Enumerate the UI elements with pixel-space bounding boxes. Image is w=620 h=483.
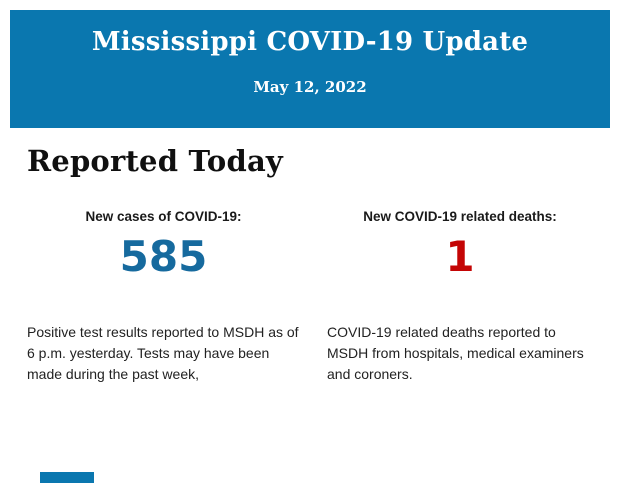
cases-column bbox=[27, 209, 300, 385]
next-section-partial-banner bbox=[40, 472, 94, 483]
deaths-description: COVID-19 related deaths reported to MSDH from hospitals, medical examiners and coroners. bbox=[327, 324, 584, 382]
deaths-label: New COVID-19 related deaths: bbox=[363, 209, 557, 224]
cases-label: New cases of COVID-19: bbox=[85, 209, 242, 224]
cases-description: Positive test results reported to MSDH as of 6 p.m. yesterday. Tests may have been made during the past week, bbox=[27, 324, 299, 382]
report-content bbox=[27, 128, 593, 385]
page-title: Mississippi COVID-19 Update bbox=[91, 27, 529, 57]
section-heading: Reported Today bbox=[27, 144, 283, 178]
deaths-value: 1 bbox=[445, 232, 475, 281]
header-banner bbox=[10, 10, 610, 128]
stats-row bbox=[27, 209, 593, 385]
cases-value: 585 bbox=[119, 232, 208, 281]
report-date: May 12, 2022 bbox=[253, 78, 367, 96]
deaths-column bbox=[327, 209, 593, 385]
